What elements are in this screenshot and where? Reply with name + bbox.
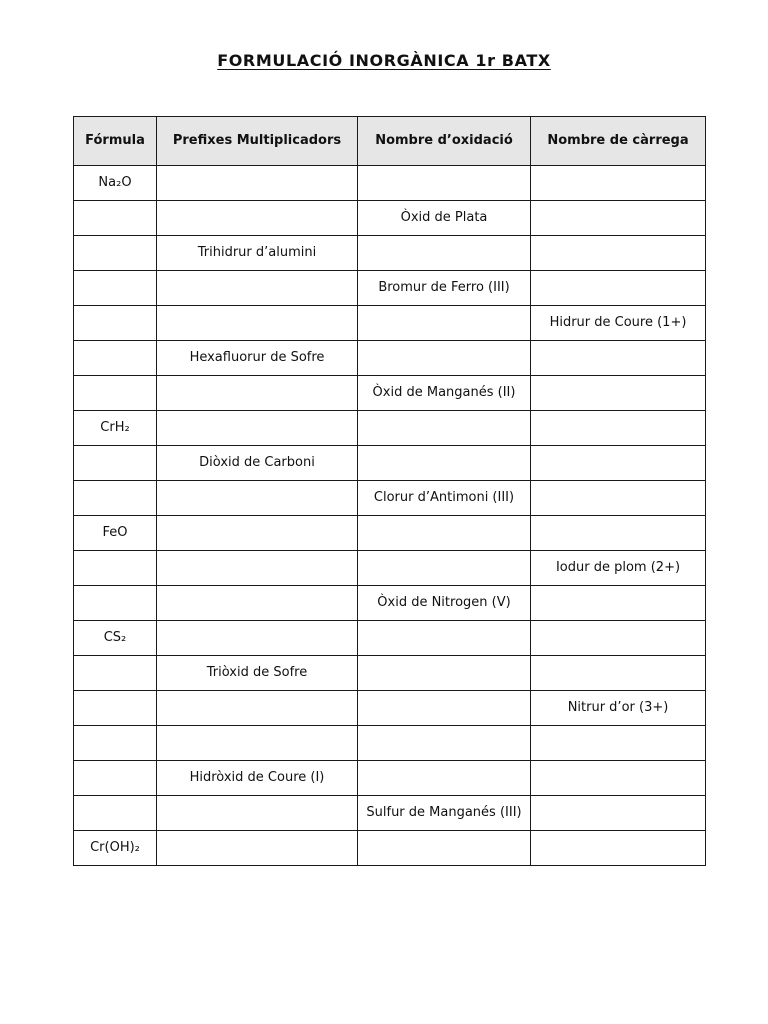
cell-formula: Cr(OH)₂ bbox=[74, 831, 157, 866]
table-row bbox=[74, 446, 706, 481]
cell-charge-number bbox=[531, 481, 706, 516]
header-formula: Fórmula bbox=[74, 117, 157, 166]
cell-charge-number bbox=[531, 376, 706, 411]
cell-charge-number bbox=[531, 726, 706, 761]
cell-formula bbox=[74, 726, 157, 761]
cell-oxidation-number bbox=[358, 236, 531, 271]
formulation-table bbox=[73, 116, 706, 866]
cell-charge-number: Nitrur d’or (3+) bbox=[531, 691, 706, 726]
table-row bbox=[74, 341, 706, 376]
cell-oxidation-number bbox=[358, 306, 531, 341]
table-row bbox=[74, 761, 706, 796]
cell-prefixes bbox=[157, 481, 358, 516]
cell-oxidation-number bbox=[358, 411, 531, 446]
cell-charge-number bbox=[531, 166, 706, 201]
cell-formula: CS₂ bbox=[74, 621, 157, 656]
cell-formula bbox=[74, 271, 157, 306]
cell-formula: FeO bbox=[74, 516, 157, 551]
cell-formula bbox=[74, 376, 157, 411]
cell-prefixes: Triòxid de Sofre bbox=[157, 656, 358, 691]
cell-prefixes bbox=[157, 831, 358, 866]
cell-charge-number bbox=[531, 236, 706, 271]
cell-prefixes bbox=[157, 586, 358, 621]
cell-prefixes: Hexafluorur de Sofre bbox=[157, 341, 358, 376]
cell-oxidation-number bbox=[358, 761, 531, 796]
cell-charge-number bbox=[531, 201, 706, 236]
table-body bbox=[74, 166, 706, 866]
cell-prefixes bbox=[157, 691, 358, 726]
cell-prefixes bbox=[157, 201, 358, 236]
header-prefixes: Prefixes Multiplicadors bbox=[157, 117, 358, 166]
cell-charge-number bbox=[531, 656, 706, 691]
cell-prefixes bbox=[157, 516, 358, 551]
cell-charge-number bbox=[531, 271, 706, 306]
cell-formula bbox=[74, 586, 157, 621]
cell-oxidation-number: Sulfur de Manganés (III) bbox=[358, 796, 531, 831]
cell-formula: CrH₂ bbox=[74, 411, 157, 446]
table-row bbox=[74, 411, 706, 446]
cell-oxidation-number bbox=[358, 621, 531, 656]
cell-formula bbox=[74, 796, 157, 831]
cell-prefixes: Hidròxid de Coure (I) bbox=[157, 761, 358, 796]
cell-prefixes bbox=[157, 726, 358, 761]
cell-prefixes bbox=[157, 376, 358, 411]
cell-prefixes: Diòxid de Carboni bbox=[157, 446, 358, 481]
cell-prefixes bbox=[157, 796, 358, 831]
cell-formula bbox=[74, 761, 157, 796]
table-row bbox=[74, 516, 706, 551]
cell-oxidation-number bbox=[358, 516, 531, 551]
cell-formula bbox=[74, 236, 157, 271]
cell-charge-number bbox=[531, 446, 706, 481]
table-row bbox=[74, 586, 706, 621]
cell-oxidation-number: Òxid de Plata bbox=[358, 201, 531, 236]
cell-oxidation-number: Òxid de Nitrogen (V) bbox=[358, 586, 531, 621]
table-row bbox=[74, 376, 706, 411]
cell-charge-number bbox=[531, 586, 706, 621]
header-charge-number: Nombre de càrrega bbox=[531, 117, 706, 166]
table-row bbox=[74, 166, 706, 201]
cell-prefixes bbox=[157, 551, 358, 586]
cell-oxidation-number: Bromur de Ferro (III) bbox=[358, 271, 531, 306]
cell-charge-number: Hidrur de Coure (1+) bbox=[531, 306, 706, 341]
cell-prefixes bbox=[157, 271, 358, 306]
cell-prefixes bbox=[157, 621, 358, 656]
cell-oxidation-number: Òxid de Manganés (II) bbox=[358, 376, 531, 411]
cell-formula bbox=[74, 446, 157, 481]
header-oxidation-number: Nombre d’oxidació bbox=[358, 117, 531, 166]
cell-oxidation-number bbox=[358, 726, 531, 761]
cell-charge-number bbox=[531, 761, 706, 796]
table-row bbox=[74, 726, 706, 761]
cell-oxidation-number bbox=[358, 166, 531, 201]
table-row bbox=[74, 236, 706, 271]
cell-oxidation-number bbox=[358, 656, 531, 691]
cell-charge-number bbox=[531, 516, 706, 551]
cell-formula: Na₂O bbox=[74, 166, 157, 201]
cell-formula bbox=[74, 656, 157, 691]
cell-formula bbox=[74, 481, 157, 516]
table-row bbox=[74, 621, 706, 656]
cell-formula bbox=[74, 201, 157, 236]
cell-prefixes bbox=[157, 306, 358, 341]
table-row bbox=[74, 306, 706, 341]
cell-charge-number bbox=[531, 621, 706, 656]
table-row bbox=[74, 271, 706, 306]
cell-formula bbox=[74, 341, 157, 376]
cell-prefixes bbox=[157, 166, 358, 201]
cell-charge-number bbox=[531, 341, 706, 376]
table-row bbox=[74, 551, 706, 586]
document-title: FORMULACIÓ INORGÀNICA 1r BATX bbox=[217, 51, 551, 70]
table-row bbox=[74, 201, 706, 236]
cell-prefixes bbox=[157, 411, 358, 446]
cell-oxidation-number bbox=[358, 691, 531, 726]
cell-charge-number bbox=[531, 796, 706, 831]
cell-prefixes: Trihidrur d’alumini bbox=[157, 236, 358, 271]
cell-charge-number bbox=[531, 831, 706, 866]
cell-oxidation-number bbox=[358, 551, 531, 586]
header-row bbox=[74, 117, 706, 166]
cell-oxidation-number bbox=[358, 446, 531, 481]
cell-charge-number bbox=[531, 411, 706, 446]
cell-formula bbox=[74, 691, 157, 726]
table-row bbox=[74, 656, 706, 691]
cell-charge-number: Iodur de plom (2+) bbox=[531, 551, 706, 586]
cell-oxidation-number bbox=[358, 831, 531, 866]
cell-formula bbox=[74, 551, 157, 586]
table-row bbox=[74, 691, 706, 726]
table-row bbox=[74, 481, 706, 516]
cell-oxidation-number: Clorur d’Antimoni (III) bbox=[358, 481, 531, 516]
table-row bbox=[74, 831, 706, 866]
table-row bbox=[74, 796, 706, 831]
cell-oxidation-number bbox=[358, 341, 531, 376]
cell-formula bbox=[74, 306, 157, 341]
